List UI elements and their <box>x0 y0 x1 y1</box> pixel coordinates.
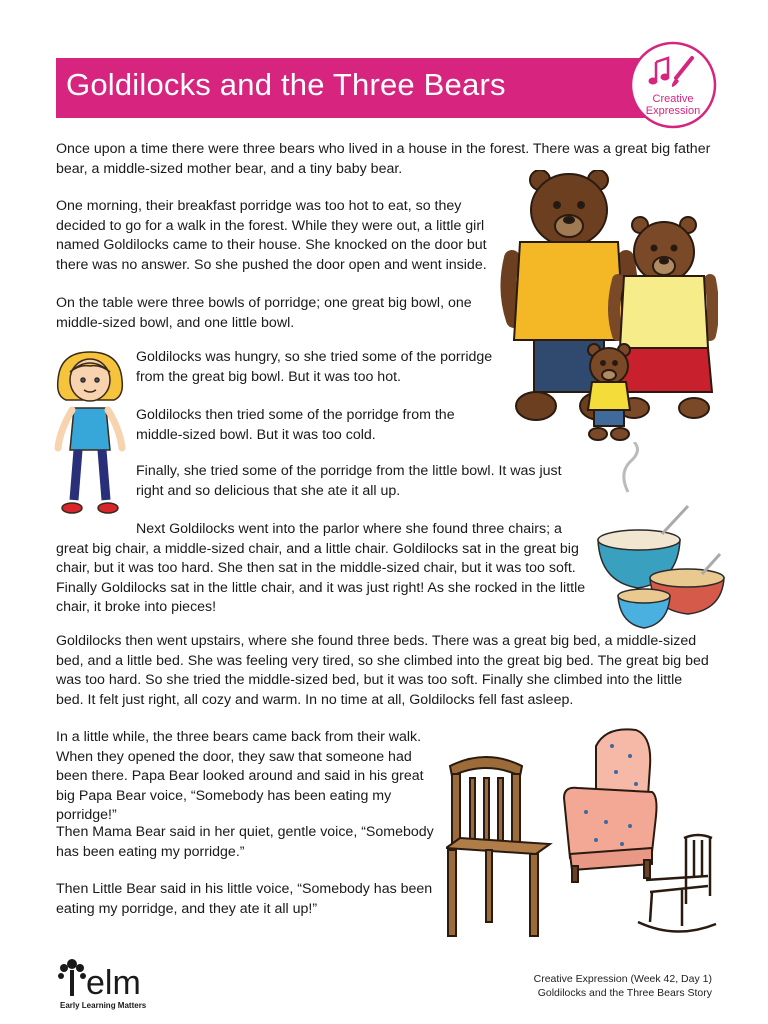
mama-bear <box>614 217 713 418</box>
logo-tagline: Early Learning Matters <box>60 1001 147 1010</box>
elm-logo <box>56 954 176 1012</box>
story-paragraph-5: Goldilocks then tried some of the porridge from the middle-sized bowl. But it was too cold. <box>136 407 455 443</box>
page-title: Goldilocks and the Three Bears <box>66 67 506 102</box>
baby-bear <box>588 344 630 440</box>
badge-line1: Creative <box>652 93 694 105</box>
footer-line-2: Goldilocks and the Three Bears Story <box>537 987 712 999</box>
story-paragraph-7: Next Goldilocks went into the parlor where she found three chairs; a great big chair, a middle-sized chair, and a little chair. Goldilocks sat in the great big chair, but it was too hard. She then sat in the middle-sized chair, but it was too soft. Finally Goldilocks sat in the little chair, and it was just right! As she rocked in the little chair, it broke into pieces! <box>56 521 586 616</box>
story-paragraph-1: Once upon a time there were three bears who lived in a house in the forest. There was a great big father bear, a middle-sized mother bear, and a tiny baby bear. <box>56 141 711 177</box>
story-paragraph-8: Goldilocks then went upstairs, where she found three beds. There was a great big bed, a middle-sized bed, and a little bed. She was feeling very tired, so she climbed into the great big bed. The great big bed was too hard. So she tried the middle-sized bed, but it was too soft. Finally she climbed into the little bed. It felt just right, all cozy and warm. In no time at all, Goldilocks fell fast asleep. <box>56 633 709 708</box>
story-paragraph-4: Goldilocks was hungry, so she tried some of the porridge from the great big bowl. But it was too hot. <box>136 349 493 385</box>
creative-expression-badge <box>628 40 718 130</box>
logo-wordmark: elm <box>86 964 141 1002</box>
tree-icon <box>58 959 86 996</box>
porridge-bowls-illustration <box>588 442 728 638</box>
big-chair <box>446 757 550 936</box>
story-paragraph-6: Finally, she tried some of the porridge from the little bowl. It was just right and so delicious that she ate it all up. <box>136 463 562 499</box>
story-paragraph-11: Then Little Bear said in his little voice, “Somebody has been eating my porridge, and they ate it all up!” <box>56 881 433 917</box>
armchair <box>564 729 657 882</box>
story-paragraph-10: Then Mama Bear said in her quiet, gentle voice, “Somebody has been eating my porridge.” <box>56 824 434 860</box>
story-paragraph-3: On the table were three bowls of porridge; one great big bowl, one middle-sized bowl, and one little bowl. <box>56 295 472 331</box>
steam-icon <box>624 442 638 492</box>
story-paragraph-2: One morning, their breakfast porridge was too hot to eat, so they decided to go for a walk in the forest. While they were out, a little girl named Goldilocks came to their house. She knocked on the door but there was no answer. So she pushed the door open and went inside. <box>56 198 487 273</box>
goldilocks-illustration <box>50 350 130 520</box>
footer-line-1: Creative Expression (Week 42, Day 1) <box>533 973 712 985</box>
three-bears-illustration <box>500 170 718 442</box>
three-chairs-illustration <box>446 726 718 948</box>
story-paragraph-9: In a little while, the three bears came back from their walk. When they opened the door, they saw that someone had been there. Papa Bear looked around and said in his great big Papa Bear voice, “Somebody has been eating my porridge!” <box>56 729 424 824</box>
badge-line2: Expression <box>645 105 701 117</box>
footer-caption <box>534 972 712 1000</box>
